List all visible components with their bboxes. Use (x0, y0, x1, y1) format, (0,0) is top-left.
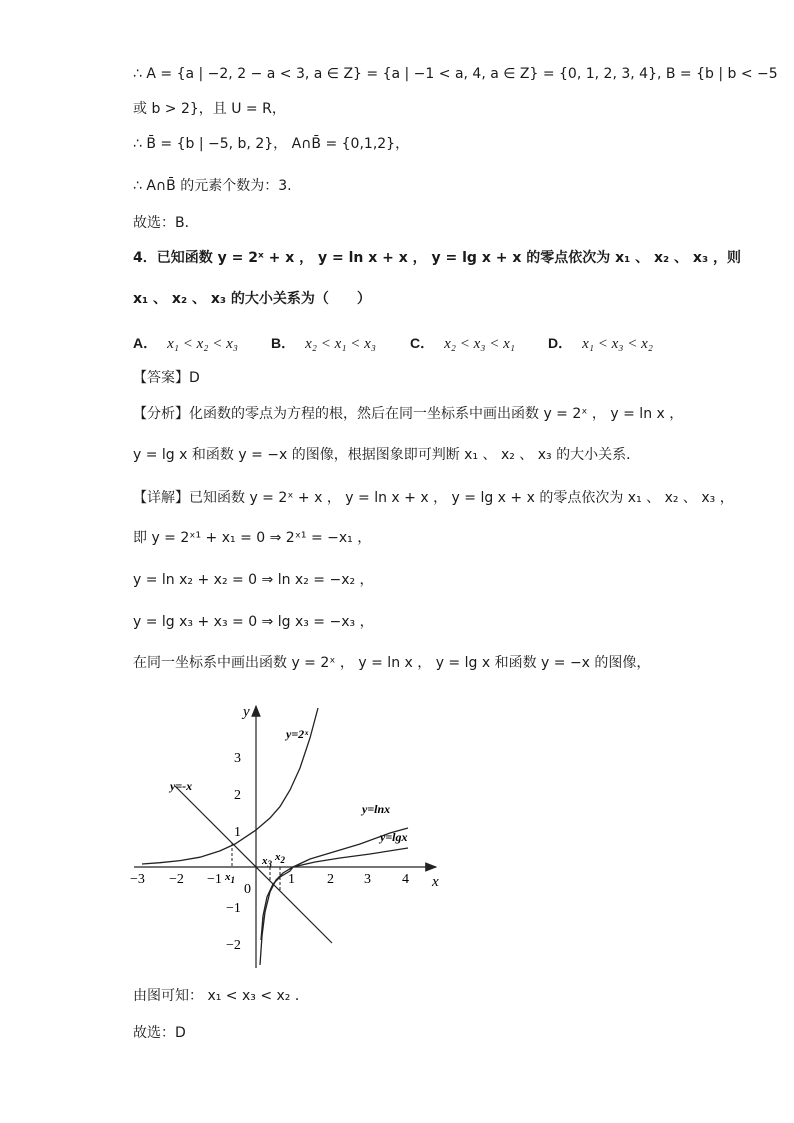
label-ln: y=lnx (362, 802, 391, 816)
x-tick-3: 3 (364, 872, 371, 887)
conclusion-line-2: 故选：D (133, 1025, 186, 1041)
x-tick-2: 2 (327, 872, 334, 887)
solution-line-4: ∴ A∩B̄ 的元素个数为：3. (133, 178, 292, 194)
detail-text-1: 已知函数 y = 2ˣ + x ， y = ln x + x ， y = lg x + x 的零点依次为 x₁ 、 x₂ 、 x₃ ， (189, 490, 734, 506)
label-lg: y=lgx (380, 830, 408, 844)
y-tick-3: 3 (234, 751, 241, 766)
x-tick-1: 1 (288, 872, 295, 887)
option-d (548, 333, 653, 353)
detail-line-3: y = ln x₂ + x₂ = 0 ⇒ ln x₂ = −x₂ ， (133, 572, 374, 588)
option-c-text: x₂ < x₃ < x₁ (444, 336, 515, 352)
option-d-label: D． (548, 335, 573, 351)
detail-tag: 【详解】 (133, 490, 189, 506)
axis-label-y: y (243, 704, 250, 720)
curve-ln (260, 828, 408, 965)
solution-line-3: ∴ B̄ = {b | −5, b, 2}， A∩B̄ = {0,1,2}， (133, 136, 410, 152)
label-exp: y=2ˣ (286, 727, 309, 741)
answer-line (133, 368, 200, 388)
analysis-text-1: 化函数的零点为方程的根，然后在同一坐标系中画出函数 y = 2ˣ ， y = ln x ， (189, 406, 684, 422)
detail-line-2: 即 y = 2ˣ¹ + x₁ = 0 ⇒ 2ˣ¹ = −x₁ ， (133, 530, 372, 546)
y-tick-1: 1 (234, 825, 241, 840)
axis-label-x: x (432, 874, 439, 890)
option-b (271, 333, 376, 353)
label-x3: $x_3$ (262, 855, 272, 869)
label-x1: $x_1$ (225, 871, 235, 885)
detail-line-5: 在同一坐标系中画出函数 y = 2ˣ ， y = ln x ， y = lg x 和函数 y = −x 的图像， (133, 655, 651, 671)
x-tick-4: 4 (402, 872, 409, 887)
solution-line-2: 或 b > 2}，且 U = R， (133, 101, 286, 117)
question-stem-line-2: x₁ 、 x₂ 、 x₃ 的大小关系为（ ） (133, 291, 371, 307)
solution-line-1: ∴ A = {a | −2, 2 − a < 3, a ∈ Z} = {a | −1 < a, 4, a ∈ Z} = {0, 1, 2, 3, 4}, B = {b | b < −5 (133, 66, 778, 82)
analysis-line-2: y = lg x 和函数 y = −x 的图像，根据图象即可判断 x₁ 、 x₂ 、 x₃ 的大小关系． (133, 447, 641, 463)
y-tick-2: 2 (234, 788, 241, 803)
detail-line-4: y = lg x₃ + x₃ = 0 ⇒ lg x₃ = −x₃ ， (133, 614, 374, 630)
x-tick-neg1: −1 (207, 872, 222, 887)
answer-tag: 【答案】 (133, 370, 189, 386)
y-tick-0: 0 (244, 882, 251, 897)
label-neg-x: y=-x (170, 779, 193, 793)
option-a-label: A． (133, 335, 158, 351)
question-stem-line-1: 4．已知函数 y = 2ˣ + x ， y = ln x + x ， y = lg x + x 的零点依次为 x₁ 、 x₂ 、 x₃ ，则 (133, 250, 741, 266)
analysis-tag: 【分析】 (133, 406, 189, 422)
option-a (133, 333, 238, 353)
solution-line-5: 故选：B． (133, 215, 199, 231)
graph-svg (130, 700, 450, 975)
detail-line-1 (133, 488, 734, 508)
option-b-label: B． (271, 335, 296, 351)
option-a-text: x₁ < x₂ < x₃ (167, 336, 238, 352)
option-c (410, 333, 515, 353)
option-d-text: x₁ < x₃ < x₂ (582, 336, 653, 352)
conclusion-line-1: 由图可知： x₁ < x₃ < x₂ ． (133, 988, 309, 1004)
label-x2: $x_2$ (275, 851, 285, 865)
function-graph (130, 700, 450, 975)
line-neg-x (175, 786, 332, 943)
option-c-label: C． (410, 335, 435, 351)
x-tick-neg2: −2 (169, 872, 184, 887)
y-tick-neg1: −1 (226, 901, 241, 916)
x-tick-neg3: −3 (130, 872, 145, 887)
analysis-line-1 (133, 404, 683, 424)
option-b-text: x₂ < x₁ < x₃ (305, 336, 376, 352)
y-tick-neg2: −2 (226, 938, 241, 953)
answer-value: D (189, 370, 200, 386)
